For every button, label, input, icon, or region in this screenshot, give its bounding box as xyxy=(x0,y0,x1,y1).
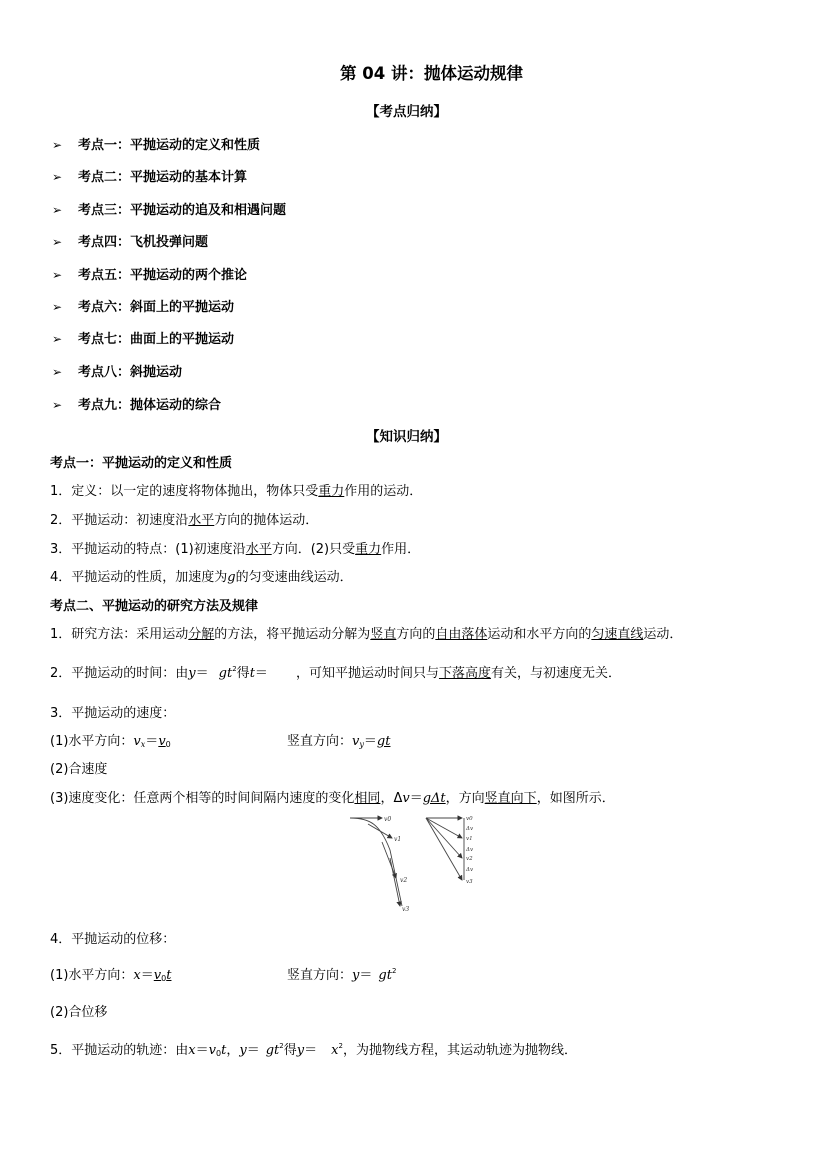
velocity-arrow xyxy=(390,858,400,906)
trajectory-curve xyxy=(350,818,402,906)
combined-velocity: (2)合速度 xyxy=(50,762,108,777)
label-v0: v0 xyxy=(384,816,392,823)
summary-heading: 【考点归纳】 xyxy=(366,104,447,120)
svg-text:v0: v0 xyxy=(466,816,473,822)
velocity-heading: 3．平抛运动的速度： xyxy=(50,706,176,721)
arrow-bullet-icon: ➢ xyxy=(52,235,63,249)
section-heading: 考点一：平抛运动的定义和性质 xyxy=(50,456,233,471)
label-v2: v2 xyxy=(400,877,408,884)
arrow-bullet-icon: ➢ xyxy=(52,170,63,184)
projectile-line: 2．平抛运动：初速度沿水平方向的抛体运动． xyxy=(50,513,319,528)
vector-triangle-diagram xyxy=(426,818,464,880)
trajectory-line: 5．平抛运动的轨迹：由x＝v0t，$y= gt^2$得$y= x^2$，为抛物线方程，其运动轨迹为抛物线． xyxy=(50,1042,577,1058)
arrow-bullet-icon: ➢ xyxy=(52,332,63,346)
svg-text:v1: v1 xyxy=(466,836,473,842)
arrow-bullet-icon: ➢ xyxy=(52,398,63,412)
features-line: 3．平抛运动的特点：(1)初速度沿水平方向．(2)只受重力作用． xyxy=(50,542,421,557)
toc-item: ➢ 考点二：平抛运动的基本计算 xyxy=(52,170,248,185)
toc-item: ➢ 考点四：飞机投弹问题 xyxy=(52,235,209,250)
svg-text:Δv: Δv xyxy=(466,867,474,873)
svg-text:v2: v2 xyxy=(466,856,473,862)
time-line: 2．平抛运动的时间：由$y= gt^2$得t＝ ，可知平抛运动时间只与下落高度有关，与初速度无关． xyxy=(50,665,621,681)
svg-text:Δv: Δv xyxy=(466,847,474,853)
arrow-bullet-icon: ➢ xyxy=(52,268,63,282)
label-v3: v3 xyxy=(402,906,410,913)
trajectory-diagram xyxy=(350,818,402,906)
velocity-change-line: (3)速度变化：任意两个相等的时间间隔内速度的变化相同，Δv＝gΔt，方向竖直向下，如图所示． xyxy=(50,791,615,806)
label-v1: v1 xyxy=(394,836,402,843)
section-heading: 考点二、平抛运动的研究方法及规律 xyxy=(50,599,259,614)
velocity-horizontal: (1)水平方向：vx＝v0 xyxy=(50,734,171,749)
svg-text:v3: v3 xyxy=(466,879,473,885)
nature-line: 4．平抛运动的性质，加速度为g的匀变速曲线运动． xyxy=(50,570,353,585)
page-title: 第 04 讲：抛体运动规律 xyxy=(340,64,523,83)
toc-item: ➢ 考点七：曲面上的平抛运动 xyxy=(52,332,235,347)
arrow-bullet-icon: ➢ xyxy=(52,365,63,379)
toc-item: ➢ 考点八：斜抛运动 xyxy=(52,365,183,380)
arrow-bullet-icon: ➢ xyxy=(52,300,63,314)
toc-item: ➢ 考点一：平抛运动的定义和性质 xyxy=(52,138,261,153)
combined-displacement: (2)合位移 xyxy=(50,1005,108,1020)
displacement-heading: 4．平抛运动的位移： xyxy=(50,932,176,947)
displacement-horizontal: (1)水平方向：x＝v0t xyxy=(50,968,172,983)
definition-line: 1．定义：以一定的速度将物体抛出，物体只受重力作用的运动． xyxy=(50,484,423,499)
svg-text:Δv: Δv xyxy=(466,826,474,832)
velocity-vertical: 竖直方向：vy＝gt xyxy=(287,734,391,749)
knowledge-heading: 【知识归纳】 xyxy=(366,429,447,445)
toc-item: ➢ 考点三：平抛运动的追及和相遇问题 xyxy=(52,203,287,218)
arrow-bullet-icon: ➢ xyxy=(52,138,63,152)
velocity-change-figure xyxy=(340,810,490,920)
toc-item: ➢ 考点五：平抛运动的两个推论 xyxy=(52,268,248,283)
displacement-vertical: 竖直方向：$y= gt^2$ xyxy=(287,967,397,983)
velocity-arrow xyxy=(368,824,392,838)
arrow-bullet-icon: ➢ xyxy=(52,203,63,217)
toc-item: ➢ 考点九：抛体运动的综合 xyxy=(52,398,222,413)
toc-item: ➢ 考点六：斜面上的平抛运动 xyxy=(52,300,235,315)
method-line: 1．研究方法：采用运动分解的方法，将平抛运动分解为竖直方向的自由落体运动和水平方向的匀速直线运动． xyxy=(50,627,683,642)
